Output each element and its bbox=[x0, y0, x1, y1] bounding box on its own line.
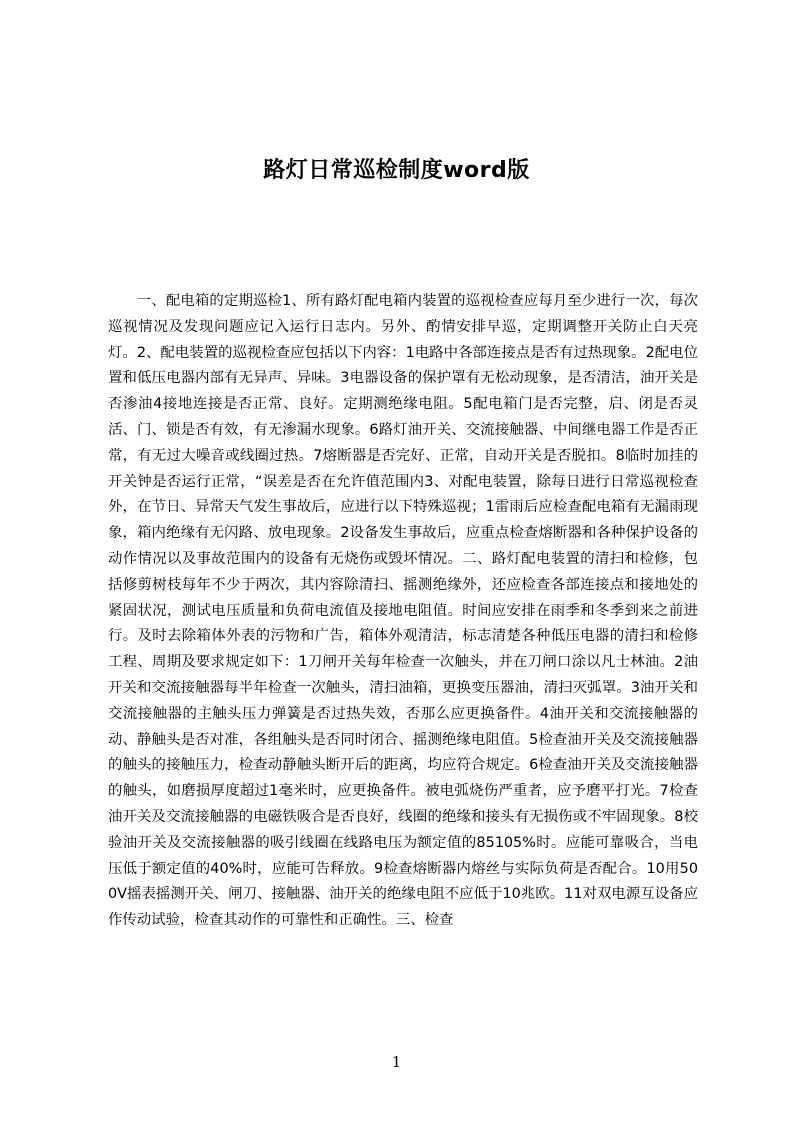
page-number: 1 bbox=[391, 1053, 402, 1071]
body-paragraph: 一、配电箱的定期巡检1、所有路灯配电箱内装置的巡视检查应每月至少进行一次，每次巡视情况及发现问题应记入运行日志内。另外、酌情安排早巡，定期调整开关防止白天亮灯。2、配电装置的巡视检查应包括以下内容：1电路中各部连接点是否有过热现象。2配电位置和低压电器内部有无异声、异味。3电器设备的保护罩有无松动现象，是否清洁，油开关是否渗油4接地连接是否正常、良好。定期测绝缘电阻。5配电箱门是否完整，启、闭是否灵活、门、锁是否有效，有无渗漏水现象。6路灯油开关、交流接触器、中间继电器工作是否正常，有无过大噪音或线圈过热。7熔断器是否完好、正常，自动开关是否脱扣。8临时加挂的开关钟是否运行正常，“误差是否在允许值范围内3、对配电装置，除每日进行日常巡视检查外，在节日、异常天气发生事故后，应进行以下特殊巡视；1雷雨后应检查配电箱有无漏雨现象，箱内绝缘有无闪路、放电现象。2设备发生事故后，应重点检查熔断器和各种保护设备的动作情况以及事故范围内的设备有无烧伤或毁坏情况。二、路灯配电装置的清扫和检修，包括修剪树枝每年不少于两次，其内容除清扫、摇测绝缘外，还应检查各部连接点和接地处的紧固状况，测试电压质量和负荷电流值及接地电阻值。时间应安排在雨季和冬季到来之前进行。及时去除箱体外表的污物和广告，箱体外观清洁，标志清楚各种低压电器的清扫和检修工程、周期及要求规定如下：1刀闸开关每年检查一次触头，并在刀闸口涂以凡士林油。2油开关和交流接触器每半年检查一次触头，清扫油箱，更换变压器油，清扫灭弧罩。3油开关和交流接触器的主触头压力弹簧是否过热失效，否那么应更换备件。4油开关和交流接触器的动、静触头是否对准，各组触头是否同时闭合、摇测绝缘电阻值。5检查油开关及交流接触器的触头的接触压力，检查动静触头断开后的距离，均应符合规定。6检查油开关及交流接触器的触头，如磨损厚度超过1毫米时，应更换备件。被电弧烧伤严重者，应予磨平打光。7检查油开关及交流接触器的电磁铁吸合是否良好，线圈的绝缘和接头有无损伤或不牢固现象。8校验油开关及交流接触器的吸引线圈在线路电压为额定值的85105%时。应能可靠吸合，当电压低于额定值的40%时，应能可告释放。9检查熔断器内熔丝与实际负荷是否配合。10用500V摇表摇测开关、闸刀、接触器、油开关的绝缘电阻不应低于10兆欧。11对双电源互设备应作传动试验，检查其动作的可靠性和正确性。三、检查 bbox=[108, 293, 698, 929]
document-title: 路灯日常巡检制度word版 bbox=[263, 157, 530, 183]
